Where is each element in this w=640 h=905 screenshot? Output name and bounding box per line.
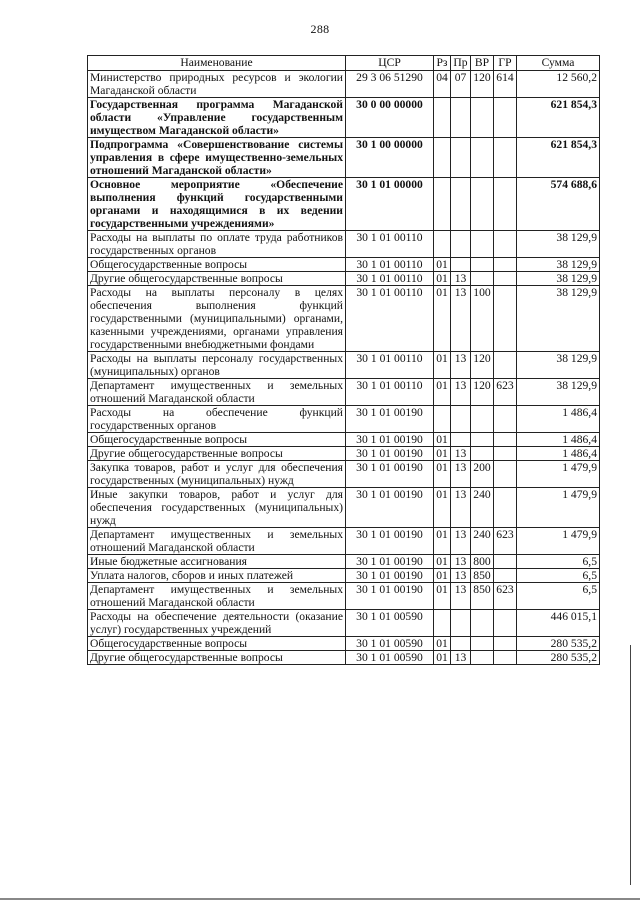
cell-sum: 6,5 xyxy=(517,555,600,569)
header-sum: Сумма xyxy=(517,56,600,71)
cell-name: Иные закупки товаров, работ и услуг для обеспечения государственных (муниципальных) нужд xyxy=(88,488,346,528)
cell-sum: 6,5 xyxy=(517,569,600,583)
cell-sum: 38 129,9 xyxy=(517,272,600,286)
table-row xyxy=(88,379,600,406)
cell-sum: 6,5 xyxy=(517,583,600,610)
cell-gr xyxy=(494,352,517,379)
table-row xyxy=(88,488,600,528)
cell-pr: 13 xyxy=(451,352,471,379)
cell-gr xyxy=(494,461,517,488)
cell-gr xyxy=(494,178,517,231)
cell-name: Общегосударственные вопросы xyxy=(88,637,346,651)
cell-sum: 38 129,9 xyxy=(517,286,600,352)
cell-gr xyxy=(494,637,517,651)
cell-pr xyxy=(451,610,471,637)
cell-rz: 01 xyxy=(434,637,451,651)
cell-csr: 30 1 01 00190 xyxy=(346,583,434,610)
cell-name: Уплата налогов, сборов и иных платежей xyxy=(88,569,346,583)
cell-sum: 38 129,9 xyxy=(517,379,600,406)
cell-gr xyxy=(494,286,517,352)
cell-gr xyxy=(494,488,517,528)
cell-rz xyxy=(434,178,451,231)
cell-vr: 850 xyxy=(471,569,494,583)
cell-name: Закупка товаров, работ и услуг для обеспечения государственных (муниципальных) нужд xyxy=(88,461,346,488)
cell-rz xyxy=(434,138,451,178)
table-row xyxy=(88,583,600,610)
table-row xyxy=(88,447,600,461)
header-vr: ВР xyxy=(471,56,494,71)
cell-name: Расходы на выплаты персоналу в целях обеспечения выполнения функций государственными (муниципальными) органами, казенными учреждениями, органами управления государственными внебюджетными фондами xyxy=(88,286,346,352)
table-row xyxy=(88,258,600,272)
cell-vr: 850 xyxy=(471,583,494,610)
cell-pr: 13 xyxy=(451,447,471,461)
cell-csr: 30 1 01 00190 xyxy=(346,447,434,461)
cell-pr xyxy=(451,231,471,258)
table-row xyxy=(88,433,600,447)
cell-gr: 623 xyxy=(494,583,517,610)
cell-name: Подпрограмма «Совершенствование системы управления в сфере имущественно-земельных отношений Магаданской области» xyxy=(88,138,346,178)
cell-csr: 30 1 01 00190 xyxy=(346,406,434,433)
cell-vr xyxy=(471,138,494,178)
cell-gr xyxy=(494,610,517,637)
cell-sum: 280 535,2 xyxy=(517,637,600,651)
cell-gr xyxy=(494,651,517,665)
table-row xyxy=(88,71,600,98)
cell-vr xyxy=(471,406,494,433)
cell-name: Другие общегосударственные вопросы xyxy=(88,651,346,665)
table-row xyxy=(88,555,600,569)
cell-pr: 13 xyxy=(451,569,471,583)
cell-rz: 01 xyxy=(434,555,451,569)
cell-rz: 01 xyxy=(434,569,451,583)
cell-pr: 13 xyxy=(451,583,471,610)
cell-gr xyxy=(494,272,517,286)
cell-rz: 01 xyxy=(434,583,451,610)
cell-name: Государственная программа Магаданской области «Управление государственным имуществом Магаданской области» xyxy=(88,98,346,138)
cell-pr xyxy=(451,637,471,651)
table-row xyxy=(88,98,600,138)
cell-vr xyxy=(471,272,494,286)
cell-sum: 446 015,1 xyxy=(517,610,600,637)
scan-edge-line xyxy=(630,645,631,885)
cell-vr: 120 xyxy=(471,379,494,406)
cell-gr xyxy=(494,433,517,447)
cell-gr xyxy=(494,447,517,461)
cell-sum: 621 854,3 xyxy=(517,98,600,138)
cell-rz: 01 xyxy=(434,461,451,488)
cell-vr xyxy=(471,651,494,665)
cell-rz xyxy=(434,406,451,433)
cell-vr: 120 xyxy=(471,71,494,98)
cell-sum: 574 688,6 xyxy=(517,178,600,231)
cell-gr: 623 xyxy=(494,379,517,406)
cell-pr xyxy=(451,98,471,138)
cell-vr: 200 xyxy=(471,461,494,488)
cell-csr: 30 1 01 00000 xyxy=(346,178,434,231)
cell-csr: 30 1 01 00110 xyxy=(346,258,434,272)
cell-sum: 1 486,4 xyxy=(517,433,600,447)
cell-vr xyxy=(471,447,494,461)
cell-rz: 01 xyxy=(434,447,451,461)
cell-pr: 13 xyxy=(451,286,471,352)
cell-csr: 30 1 01 00190 xyxy=(346,461,434,488)
header-csr: ЦСР xyxy=(346,56,434,71)
cell-sum: 280 535,2 xyxy=(517,651,600,665)
cell-rz xyxy=(434,98,451,138)
cell-name: Расходы на выплаты по оплате труда работников государственных органов xyxy=(88,231,346,258)
cell-csr: 30 1 00 00000 xyxy=(346,138,434,178)
cell-name: Департамент имущественных и земельных отношений Магаданской области xyxy=(88,379,346,406)
cell-pr: 13 xyxy=(451,461,471,488)
cell-vr xyxy=(471,178,494,231)
cell-rz: 01 xyxy=(434,651,451,665)
cell-gr xyxy=(494,406,517,433)
cell-csr: 30 1 01 00110 xyxy=(346,286,434,352)
cell-pr: 13 xyxy=(451,528,471,555)
header-gr: ГР xyxy=(494,56,517,71)
budget-table xyxy=(87,55,600,665)
cell-rz: 01 xyxy=(434,258,451,272)
cell-name: Другие общегосударственные вопросы xyxy=(88,447,346,461)
cell-gr xyxy=(494,138,517,178)
cell-vr xyxy=(471,610,494,637)
cell-name: Министерство природных ресурсов и экологии Магаданской области xyxy=(88,71,346,98)
cell-pr: 13 xyxy=(451,651,471,665)
cell-name: Расходы на обеспечение функций государственных органов xyxy=(88,406,346,433)
cell-rz: 01 xyxy=(434,379,451,406)
cell-sum: 12 560,2 xyxy=(517,71,600,98)
cell-rz: 01 xyxy=(434,433,451,447)
cell-gr: 623 xyxy=(494,528,517,555)
cell-sum: 621 854,3 xyxy=(517,138,600,178)
table-header-row xyxy=(88,56,600,71)
cell-gr xyxy=(494,258,517,272)
cell-csr: 30 1 01 00190 xyxy=(346,433,434,447)
cell-rz xyxy=(434,231,451,258)
table-row xyxy=(88,272,600,286)
cell-pr: 07 xyxy=(451,71,471,98)
cell-name: Общегосударственные вопросы xyxy=(88,258,346,272)
cell-csr: 30 1 01 00110 xyxy=(346,272,434,286)
cell-rz: 04 xyxy=(434,71,451,98)
table-row xyxy=(88,651,600,665)
cell-pr: 13 xyxy=(451,272,471,286)
cell-csr: 30 0 00 00000 xyxy=(346,98,434,138)
cell-csr: 30 1 01 00190 xyxy=(346,555,434,569)
cell-name: Общегосударственные вопросы xyxy=(88,433,346,447)
cell-gr xyxy=(494,98,517,138)
table-row xyxy=(88,138,600,178)
cell-name: Расходы на выплаты персоналу государственных (муниципальных) органов xyxy=(88,352,346,379)
cell-rz: 01 xyxy=(434,272,451,286)
cell-rz: 01 xyxy=(434,528,451,555)
cell-vr xyxy=(471,98,494,138)
cell-vr: 240 xyxy=(471,528,494,555)
header-pr: Пр xyxy=(451,56,471,71)
cell-sum: 1 486,4 xyxy=(517,447,600,461)
cell-pr xyxy=(451,138,471,178)
cell-name: Иные бюджетные ассигнования xyxy=(88,555,346,569)
cell-name: Основное мероприятие «Обеспечение выполнения функций государственными органами и находящимися в их ведении государственными учреждениями» xyxy=(88,178,346,231)
cell-gr xyxy=(494,555,517,569)
cell-rz: 01 xyxy=(434,352,451,379)
table-row xyxy=(88,178,600,231)
cell-rz: 01 xyxy=(434,488,451,528)
cell-name: Другие общегосударственные вопросы xyxy=(88,272,346,286)
cell-rz xyxy=(434,610,451,637)
cell-vr xyxy=(471,231,494,258)
cell-vr: 100 xyxy=(471,286,494,352)
cell-csr: 30 1 01 00190 xyxy=(346,569,434,583)
cell-gr xyxy=(494,569,517,583)
scan-bottom-line xyxy=(0,898,640,900)
cell-pr xyxy=(451,178,471,231)
header-name: Наименование xyxy=(88,56,346,71)
cell-pr xyxy=(451,406,471,433)
cell-vr xyxy=(471,433,494,447)
table-row xyxy=(88,406,600,433)
cell-csr: 30 1 01 00590 xyxy=(346,610,434,637)
cell-csr: 30 1 01 00110 xyxy=(346,379,434,406)
cell-sum: 1 486,4 xyxy=(517,406,600,433)
cell-vr: 120 xyxy=(471,352,494,379)
cell-name: Департамент имущественных и земельных отношений Магаданской области xyxy=(88,528,346,555)
cell-name: Департамент имущественных и земельных отношений Магаданской области xyxy=(88,583,346,610)
page-number: 288 xyxy=(310,22,330,36)
table-row xyxy=(88,352,600,379)
cell-pr xyxy=(451,433,471,447)
table-row xyxy=(88,637,600,651)
cell-csr: 29 3 06 51290 xyxy=(346,71,434,98)
table-row xyxy=(88,528,600,555)
cell-csr: 30 1 01 00110 xyxy=(346,231,434,258)
cell-vr: 800 xyxy=(471,555,494,569)
cell-sum: 1 479,9 xyxy=(517,488,600,528)
table-row xyxy=(88,461,600,488)
cell-csr: 30 1 01 00590 xyxy=(346,637,434,651)
cell-sum: 1 479,9 xyxy=(517,461,600,488)
cell-pr: 13 xyxy=(451,555,471,569)
cell-gr xyxy=(494,231,517,258)
cell-gr: 614 xyxy=(494,71,517,98)
cell-vr xyxy=(471,258,494,272)
table-row xyxy=(88,286,600,352)
cell-vr: 240 xyxy=(471,488,494,528)
cell-pr xyxy=(451,258,471,272)
cell-sum: 38 129,9 xyxy=(517,231,600,258)
table-row xyxy=(88,231,600,258)
table-row xyxy=(88,610,600,637)
cell-rz: 01 xyxy=(434,286,451,352)
cell-pr: 13 xyxy=(451,379,471,406)
cell-csr: 30 1 01 00590 xyxy=(346,651,434,665)
table-row xyxy=(88,569,600,583)
cell-csr: 30 1 01 00110 xyxy=(346,352,434,379)
cell-sum: 38 129,9 xyxy=(517,258,600,272)
cell-sum: 1 479,9 xyxy=(517,528,600,555)
cell-vr xyxy=(471,637,494,651)
cell-csr: 30 1 01 00190 xyxy=(346,488,434,528)
header-rz: Рз xyxy=(434,56,451,71)
cell-name: Расходы на обеспечение деятельности (оказание услуг) государственных учреждений xyxy=(88,610,346,637)
cell-pr: 13 xyxy=(451,488,471,528)
cell-sum: 38 129,9 xyxy=(517,352,600,379)
cell-csr: 30 1 01 00190 xyxy=(346,528,434,555)
